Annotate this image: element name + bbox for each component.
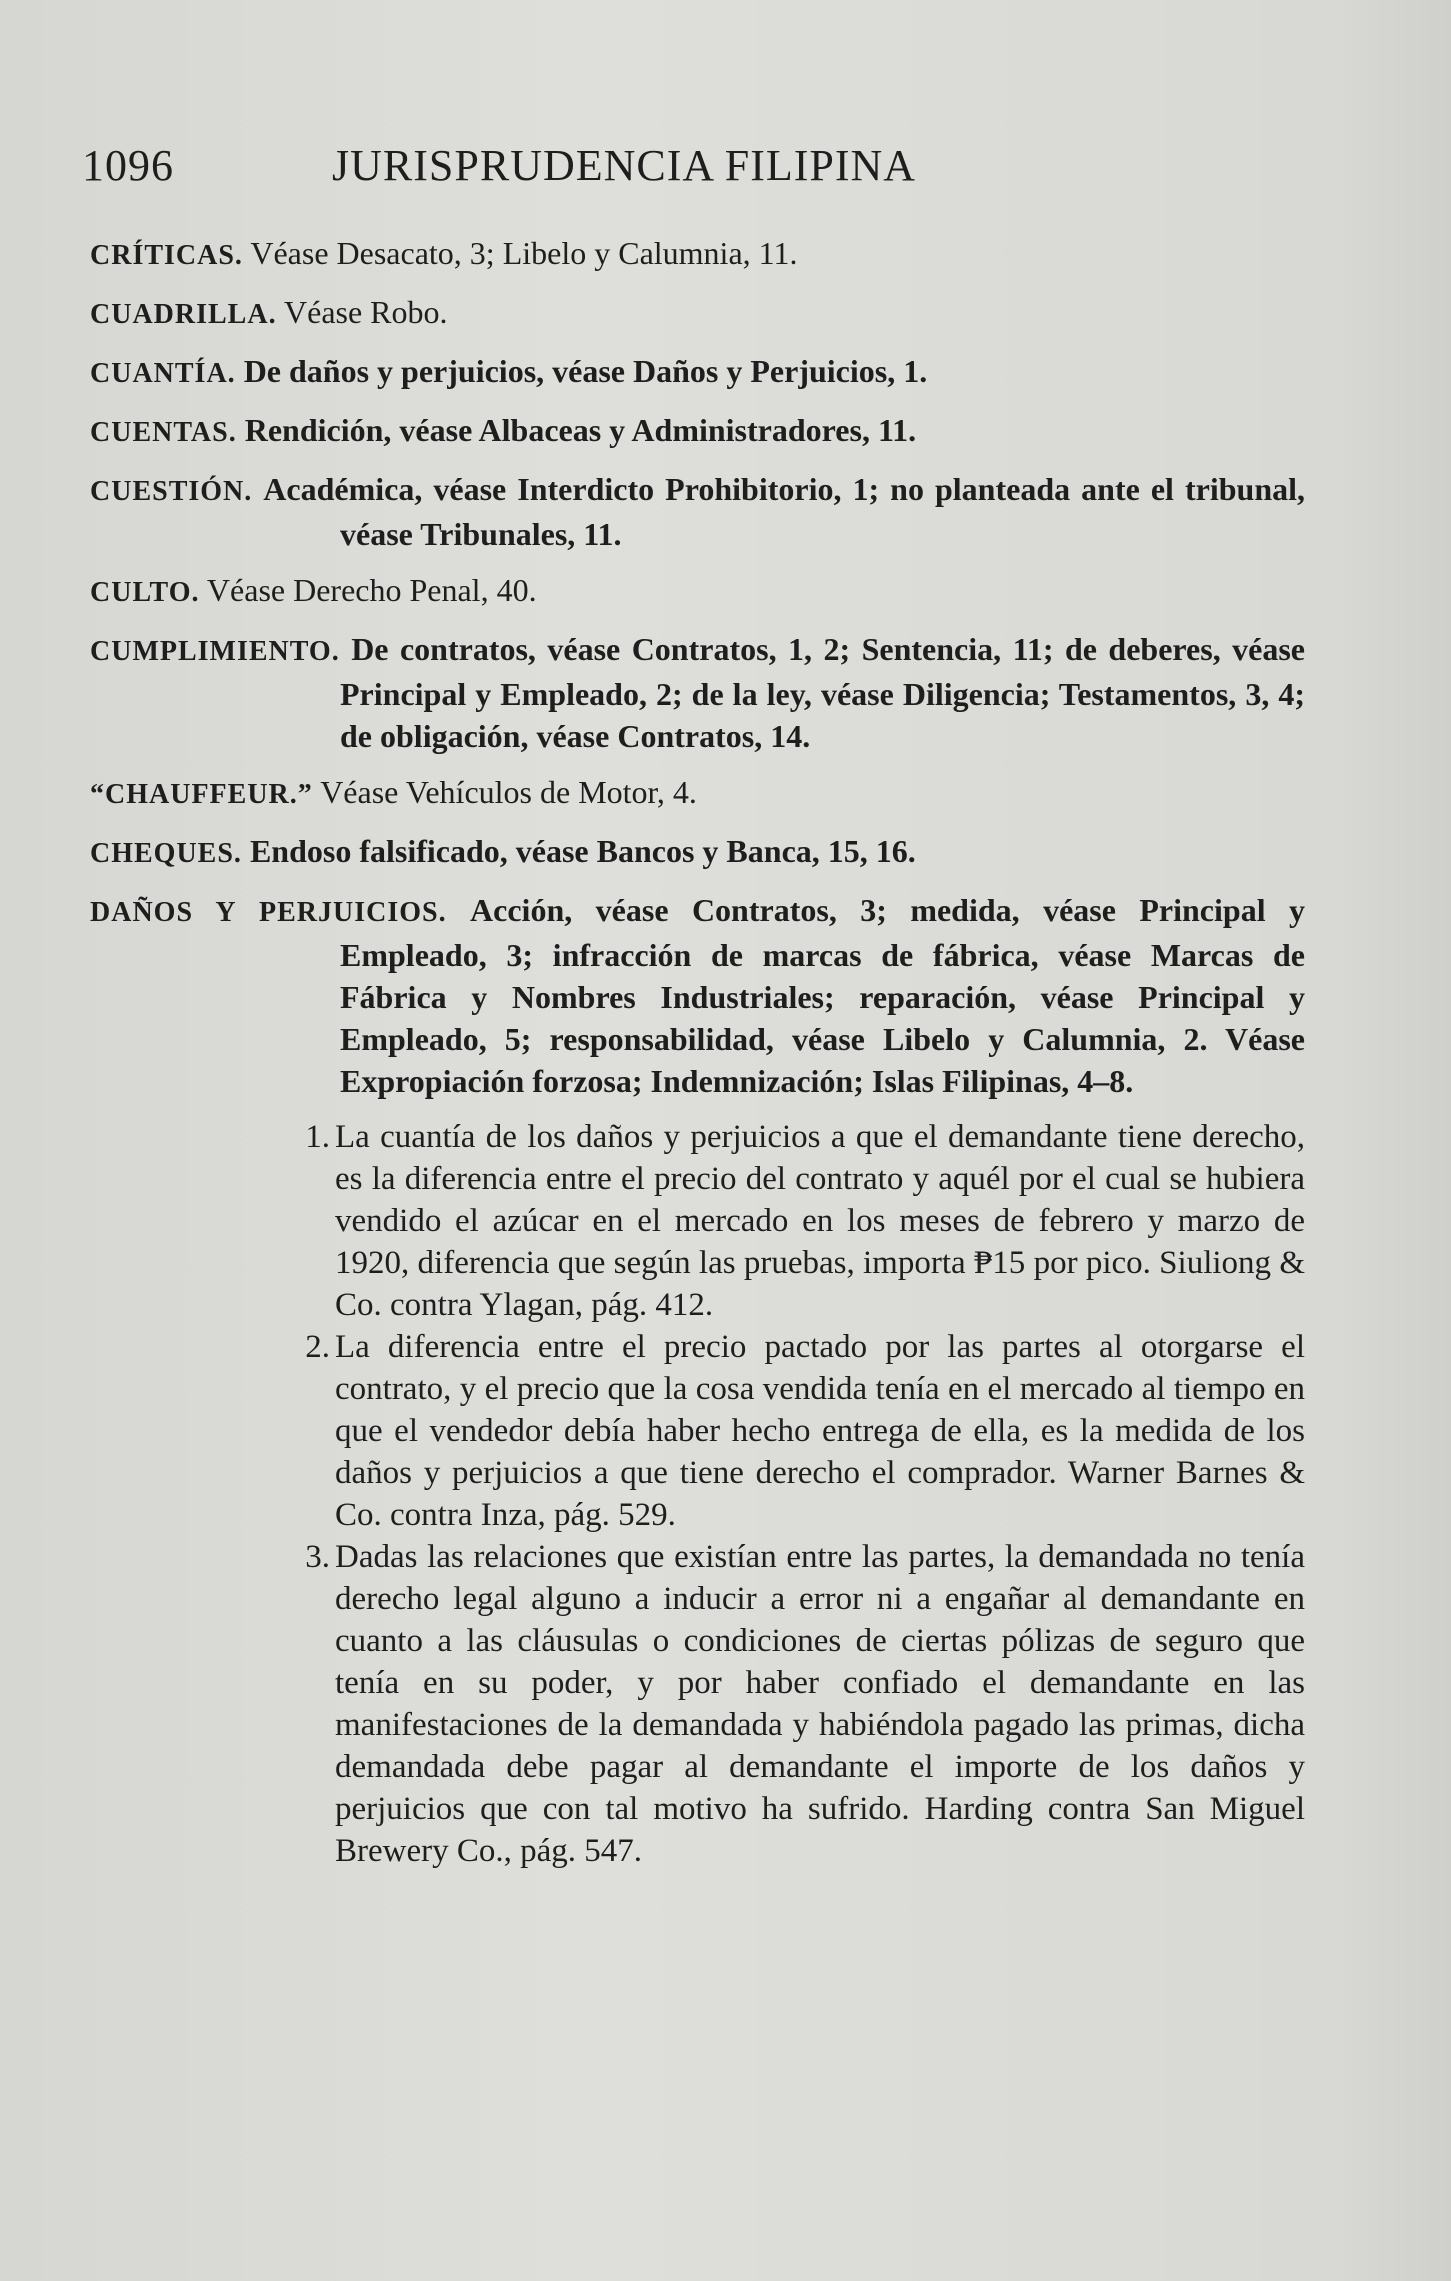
entry-body: De contratos, véase Contratos, 1, 2; Sentencia, 11; de deberes, véase Principal y Empleado, 2; de la ley, véase Diligencia; Testamentos, 3, 4; de obligación, véase Contratos, 14. — [340, 631, 1306, 754]
entry-headword: CULTO. — [90, 577, 200, 608]
note-text: La diferencia entre el precio pactado por las partes al otorgarse el contrato, y el precio que la cosa vendida tenía en el mercado al tiempo en que el vendedor debía haber hecho entrega de ella, es la medida de los daños y perjuicios a que tiene derecho el comprador. Warner Barnes & Co. contra Inza, pág. 529. — [335, 1329, 1305, 1533]
entry-body: Rendición, véase Albaceas y Administradores, 11. — [244, 412, 917, 448]
index-entry — [90, 830, 1305, 875]
entry-headword: CRÍTICAS. — [90, 240, 243, 271]
index-entries — [90, 232, 1305, 1872]
case-note — [90, 1326, 1305, 1536]
entry-body: Véase Desacato, 3; Libelo y Calumnia, 11. — [250, 235, 798, 271]
index-entry — [90, 350, 1305, 395]
entry-headword: CUANTÍA. — [90, 358, 236, 389]
note-text: La cuantía de los daños y perjuicios a que el demandante tiene derecho, es la diferencia entre el precio del contrato y aquél por el cual se hubiera vendido el azúcar en el mercado en los meses de febrero y marzo de 1920, diferencia que según las pruebas, importa ₱15 por pico. Siuliong & Co. contra Ylagan, pág. 412. — [335, 1119, 1305, 1323]
index-entry — [90, 409, 1305, 454]
entry-headword: CHEQUES. — [90, 838, 242, 869]
entry-body: Académica, véase Interdicto Prohibitorio, 1; no planteada ante el tribunal, véase Tribunales, 11. — [263, 471, 1306, 552]
index-entry — [90, 628, 1305, 757]
entry-body: Endoso falsificado, véase Bancos y Banca, 15, 16. — [249, 833, 916, 869]
entry-headword: CUADRILLA. — [90, 299, 277, 330]
case-notes — [90, 1116, 1305, 1872]
index-entry — [90, 771, 1305, 816]
note-text: Dadas las relaciones que existían entre las partes, la demandada no tenía derecho legal alguno a inducir a error ni a engañar al demandante en cuanto a las cláusulas o condiciones de ciertas pólizas de seguro que tenía en su poder, y por haber confiado el demandante en las manifestaciones de la demandada y habiéndola pagado las primas, dicha demandada debe pagar al demandante el importe de los daños y perjuicios que con tal motivo ha sufrido. Harding contra San Miguel Brewery Co., pág. 547. — [335, 1539, 1305, 1869]
entry-body: Véase Robo. — [284, 294, 448, 330]
entry-body: Acción, véase Contratos, 3; medida, véase Principal y Empleado, 3; infracción de marcas de fábrica, véase Marcas de Fábrica y Nombres Industriales; reparación, véase Principal y Empleado, 5; responsabilidad, véase Libelo y Calumnia, 2. Véase Expropiación forzosa; Indemnización; Islas Filipinas, 4–8. — [340, 892, 1306, 1099]
index-entry — [90, 291, 1305, 336]
entry-body: Véase Derecho Penal, 40. — [206, 572, 537, 608]
entry-body: Véase Vehículos de Motor, 4. — [320, 774, 697, 810]
page-number: 1096 — [82, 141, 174, 190]
case-note — [90, 1116, 1305, 1326]
note-number: 2. — [305, 1329, 330, 1365]
entry-headword: CUENTAS. — [90, 417, 237, 448]
running-title: JURISPRUDENCIA FILIPINA — [332, 141, 917, 190]
page-header — [82, 140, 1082, 191]
index-entry — [90, 232, 1305, 277]
index-entry — [90, 468, 1305, 555]
entry-headword: CUMPLIMIENTO. — [90, 636, 340, 667]
entry-headword: DAÑOS Y PERJUICIOS. — [90, 897, 447, 928]
note-number: 3. — [305, 1539, 330, 1575]
entry-body: De daños y perjuicios, véase Daños y Perjuicios, 1. — [243, 353, 928, 389]
index-entry — [90, 569, 1305, 614]
entry-headword: “CHAUFFEUR.” — [90, 779, 313, 810]
index-entry — [90, 889, 1305, 1102]
case-note — [90, 1536, 1305, 1872]
entry-headword: CUESTIÓN. — [90, 476, 253, 507]
note-number: 1. — [305, 1119, 330, 1155]
